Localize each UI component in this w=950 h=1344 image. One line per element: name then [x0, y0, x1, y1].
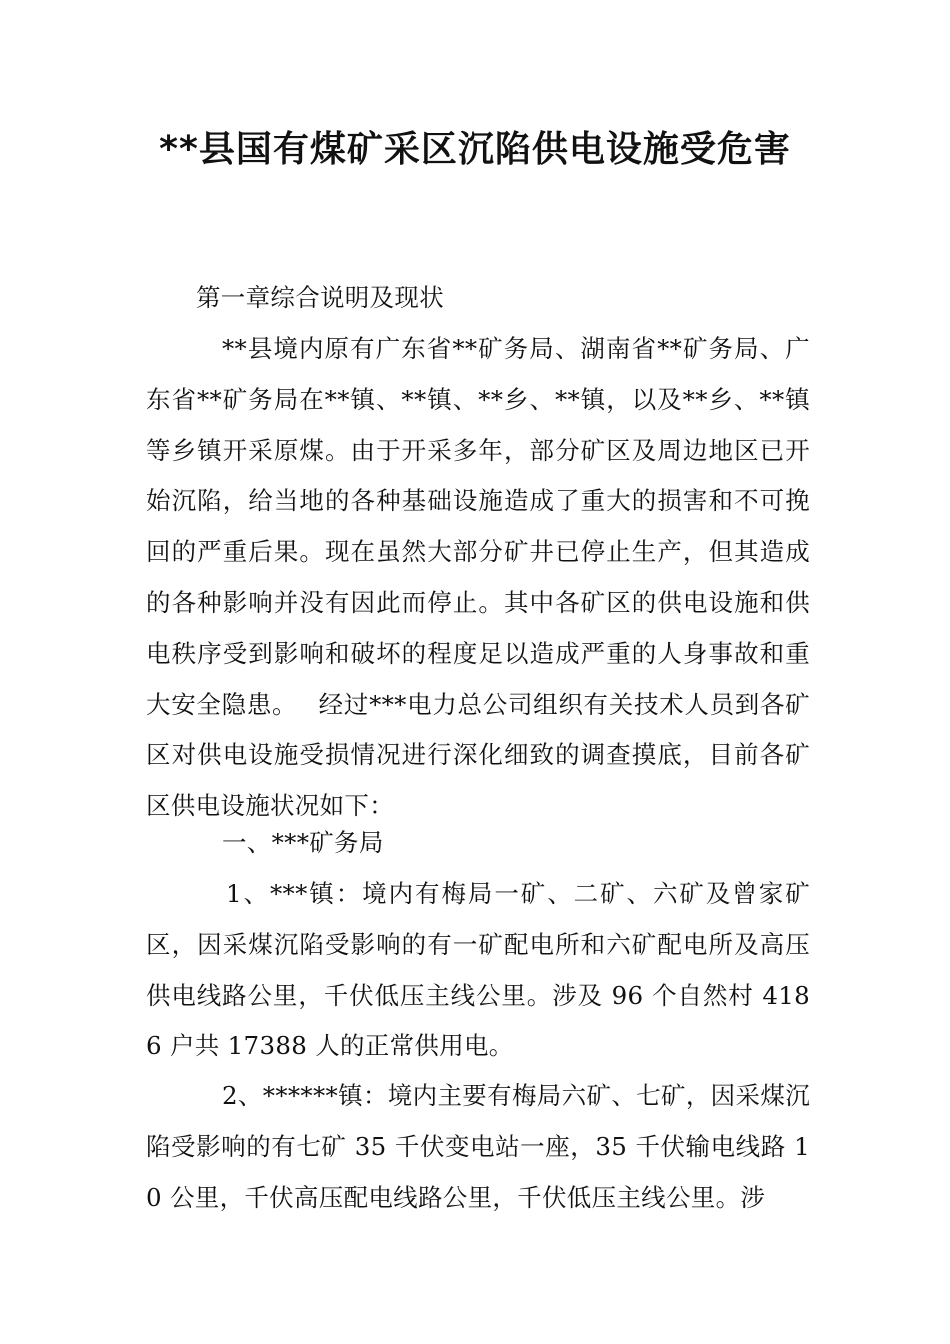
document-title: **县国有煤矿采区沉陷供电设施受危害 — [159, 129, 791, 170]
section-heading: 一、***矿务局 — [222, 828, 384, 857]
list-item: 1、***镇：境内有梅局一矿、二矿、六矿及曾家矿区，因采煤沉陷受影响的有一矿配电所和六矿配电所及高压供电线路公里，千伏低压主线公里。涉及 96 个自然村 4186 户共 17388 人的正常供用电。 — [146, 879, 810, 1061]
intro-paragraph: **县境内原有广东省**矿务局、湖南省**矿务局、广东省**矿务局在**镇、**镇、**乡、**镇，以及**乡、**镇等乡镇开采原煤。由于开采多年，部分矿区及周边地区已开始沉陷，给当地的各种基础设施造成了重大的损害和不可挽回的严重后果。现在虽然大部分矿井已停止生产，但其造成的各种影响并没有因此而停止。其中各矿区的供电设施和供电秩序受到影响和破坏的程度足以造成严重的人身事故和重大安全隐患。 经过***电力总公司组织有关技术人员到各矿区对供电设施受损情况进行深化细致的调查摸底，目前各矿区供电设施状况如下： — [146, 334, 810, 821]
list-item: 2、******镇：境内主要有梅局六矿、七矿，因采煤沉陷受影响的有七矿 35 千伏变电站一座，35 千伏输电线路 10 公里，千伏高压配电线路公里，千伏低压主线公里。涉 — [146, 1081, 810, 1212]
chapter-heading: 第一章综合说明及现状 — [196, 283, 444, 312]
